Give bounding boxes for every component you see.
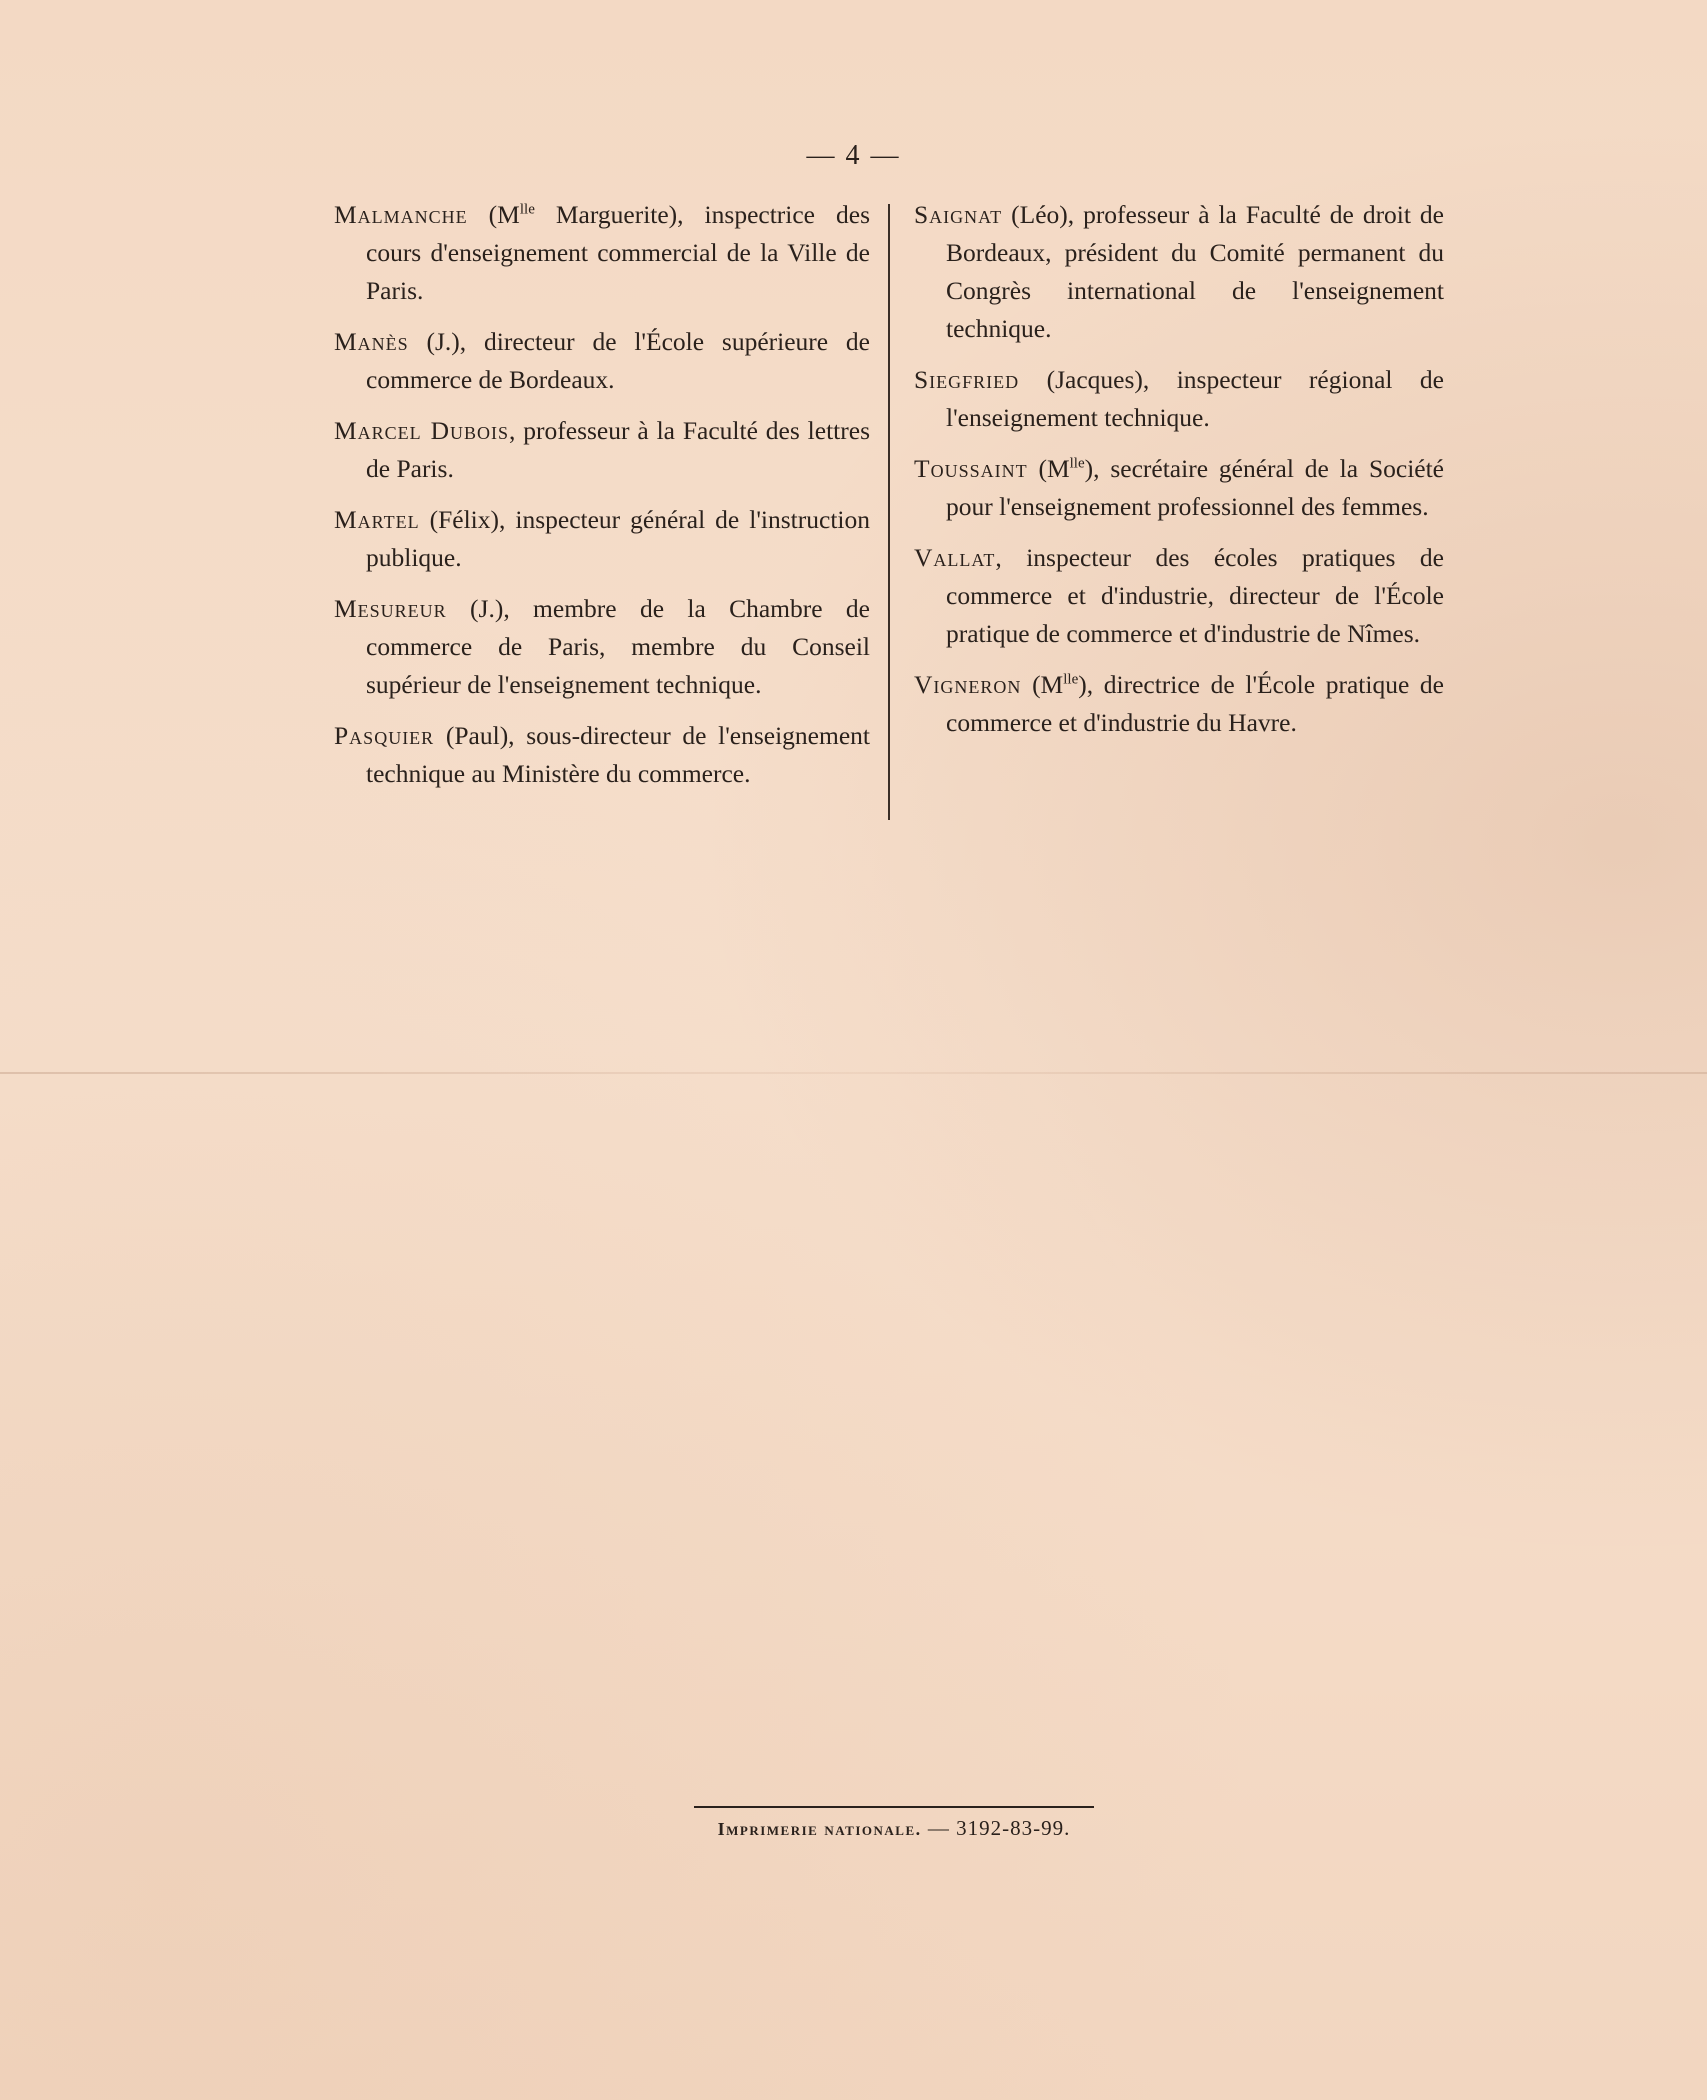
print-code: — 3192-83-99. — [921, 1816, 1071, 1840]
person-name: Malmanche — [334, 200, 468, 229]
person-name: Siegfried — [914, 365, 1020, 394]
entry-description: (Jacques), inspecteur régional de l'enseignement technique. — [946, 365, 1444, 432]
list-entry — [914, 666, 1444, 742]
entry-description: , inspecteur des écoles pratiques de commerce et d'industrie, directeur de l'École pratique de commerce et d'industrie de Nîmes. — [946, 543, 1444, 648]
list-entry — [914, 196, 1444, 348]
column-divider — [888, 204, 890, 820]
list-entry — [914, 450, 1444, 526]
person-name: Toussaint — [914, 454, 1028, 483]
person-name: Mesureur — [334, 594, 447, 623]
list-entry — [334, 412, 870, 488]
list-entry — [334, 196, 870, 310]
right-column — [914, 196, 1444, 755]
entry-description: , professeur à la Faculté des lettres de Paris. — [366, 416, 870, 483]
person-name: Martel — [334, 505, 420, 534]
person-name: Manès — [334, 327, 409, 356]
entry-description: ), secrétaire général de la Société pour l'enseignement professionnel des femmes. — [946, 454, 1444, 521]
person-name: Pasquier — [334, 721, 435, 750]
title-superscript: lle — [1063, 671, 1079, 688]
entry-text-prefix: (M — [467, 200, 520, 229]
entry-description: (Léo), professeur à la Faculté de droit de Bordeaux, président du Comité permanent du Congrès international de l'enseignement technique. — [946, 200, 1444, 343]
entry-text-prefix: (M — [1027, 454, 1070, 483]
printer-name: Imprimerie nationale. — [717, 1819, 922, 1839]
title-superscript: lle — [519, 201, 535, 218]
title-superscript: lle — [1069, 455, 1085, 472]
person-name: Vigneron — [914, 670, 1022, 699]
person-name: Saignat — [914, 200, 1003, 229]
list-entry — [334, 590, 870, 704]
page-number: — 4 — — [806, 140, 901, 171]
entry-text-prefix: (M — [1021, 670, 1064, 699]
person-name: Marcel Dubois — [334, 416, 509, 445]
printer-footer — [694, 1806, 1094, 1841]
list-entry — [914, 539, 1444, 653]
list-entry — [334, 323, 870, 399]
entry-description: (J.), directeur de l'École supérieure de commerce de Bordeaux. — [366, 327, 870, 394]
entry-description: (Paul), sous-directeur de l'enseignement technique au Ministère du commerce. — [366, 721, 870, 788]
person-name: Vallat — [914, 543, 996, 572]
paper-fold-line — [0, 1072, 1707, 1074]
list-entry — [334, 501, 870, 577]
list-entry — [334, 717, 870, 793]
entry-description: (J.), membre de la Chambre de commerce de Paris, membre du Conseil supérieur de l'enseignement technique. — [366, 594, 870, 699]
entry-description: Marguerite), inspectrice des cours d'enseignement commercial de la Ville de Paris. — [366, 200, 871, 305]
entry-description: ), directrice de l'École pratique de commerce et d'industrie du Havre. — [946, 670, 1444, 737]
list-entry — [914, 361, 1444, 437]
left-column — [334, 196, 870, 806]
entry-description: (Félix), inspecteur général de l'instruction publique. — [366, 505, 870, 572]
